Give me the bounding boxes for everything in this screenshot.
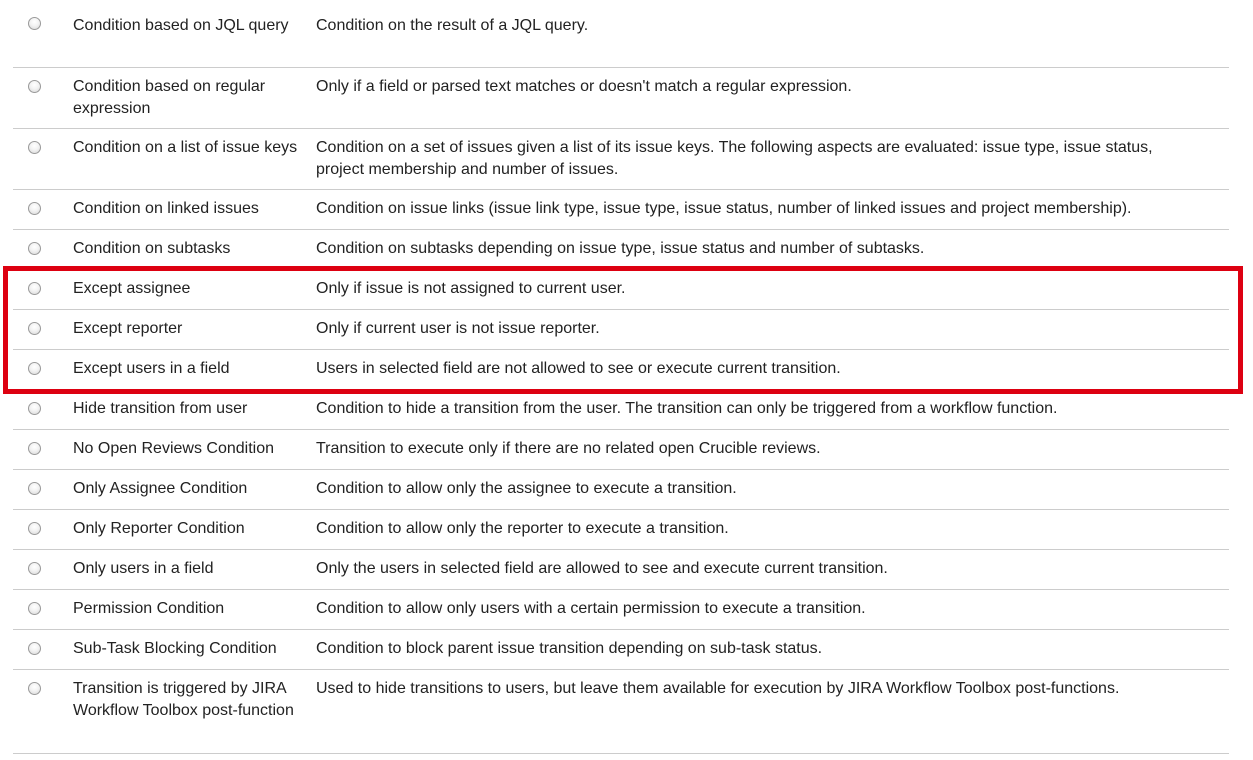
condition-name: Only Reporter Condition — [73, 520, 245, 537]
condition-name: Except users in a field — [73, 360, 230, 377]
condition-radio[interactable] — [28, 80, 41, 93]
table-row[interactable] — [13, 590, 1229, 630]
table-row[interactable] — [13, 630, 1229, 670]
condition-radio[interactable] — [28, 282, 41, 295]
condition-name: Condition on subtasks — [73, 240, 231, 257]
table-row[interactable] — [13, 470, 1229, 510]
condition-description: Transition to execute only if there are no related open Crucible reviews. — [316, 440, 821, 457]
condition-description: Condition to allow only the reporter to execute a transition. — [316, 520, 729, 537]
condition-radio[interactable] — [28, 642, 41, 655]
condition-name: Condition on a list of issue keys — [73, 139, 298, 156]
condition-name: Only users in a field — [73, 560, 214, 577]
condition-radio[interactable] — [28, 602, 41, 615]
condition-description: Used to hide transitions to users, but leave them available for execution by JIRA Workflow Toolbox post-functions. — [316, 680, 1120, 697]
condition-name: Only Assignee Condition — [73, 480, 248, 497]
condition-description: Condition to hide a transition from the user. The transition can only be triggered from a workflow function. — [316, 400, 1058, 417]
condition-radio[interactable] — [28, 442, 41, 455]
condition-name: Permission Condition — [73, 600, 225, 617]
radio-cell — [13, 270, 73, 282]
condition-description: Only if issue is not assigned to current user. — [316, 280, 626, 297]
condition-radio[interactable] — [28, 522, 41, 535]
condition-description: Condition on subtasks depending on issue type, issue status and number of subtasks. — [316, 240, 925, 257]
table-row[interactable] — [13, 190, 1229, 230]
condition-description: Only if current user is not issue reporter. — [316, 320, 600, 337]
condition-radio[interactable] — [28, 322, 41, 335]
table-row[interactable] — [13, 430, 1229, 470]
condition-radio[interactable] — [28, 242, 41, 255]
table-row[interactable] — [13, 270, 1229, 310]
table-row[interactable] — [13, 230, 1229, 270]
condition-type-table — [13, 0, 1229, 754]
condition-name: Except reporter — [73, 320, 183, 337]
condition-name: Transition is triggered by JIRA Workflow Toolbox post-function — [73, 680, 294, 719]
radio-cell — [13, 390, 73, 402]
radio-cell — [13, 550, 73, 562]
radio-cell — [13, 670, 73, 682]
condition-radio[interactable] — [28, 202, 41, 215]
radio-cell — [13, 470, 73, 482]
condition-radio[interactable] — [28, 682, 41, 695]
condition-description: Only if a field or parsed text matches or doesn't match a regular expression. — [316, 78, 852, 95]
condition-radio[interactable] — [28, 402, 41, 415]
table-row[interactable] — [13, 350, 1229, 390]
table-row[interactable] — [13, 670, 1229, 754]
table-row[interactable] — [13, 0, 1229, 68]
radio-cell — [13, 510, 73, 522]
condition-name: No Open Reviews Condition — [73, 440, 274, 457]
table-row[interactable] — [13, 390, 1229, 430]
condition-description: Condition on the result of a JQL query. — [316, 17, 589, 34]
condition-name: Except assignee — [73, 280, 191, 297]
condition-radio[interactable] — [28, 17, 41, 30]
radio-cell — [13, 310, 73, 322]
condition-description: Condition to allow only the assignee to execute a transition. — [316, 480, 737, 497]
condition-description: Condition on a set of issues given a list of its issue keys. The following aspects are evaluated: issue type, issue status, project membership and number of issues. — [316, 139, 1153, 178]
table-row[interactable] — [13, 550, 1229, 590]
radio-cell — [13, 190, 73, 202]
radio-cell — [13, 630, 73, 642]
condition-name: Condition based on JQL query — [73, 17, 289, 34]
condition-radio[interactable] — [28, 482, 41, 495]
condition-name: Sub-Task Blocking Condition — [73, 640, 277, 657]
condition-description: Condition to allow only users with a certain permission to execute a transition. — [316, 600, 866, 617]
radio-cell — [13, 68, 73, 80]
condition-name: Condition on linked issues — [73, 200, 259, 217]
condition-description: Users in selected field are not allowed to see or execute current transition. — [316, 360, 841, 377]
condition-description: Only the users in selected field are allowed to see and execute current transition. — [316, 560, 888, 577]
condition-name: Hide transition from user — [73, 400, 248, 417]
condition-name: Condition based on regular expression — [73, 78, 266, 117]
table-row[interactable] — [13, 68, 1229, 129]
radio-cell — [13, 230, 73, 242]
radio-cell — [13, 350, 73, 362]
table-row[interactable] — [13, 129, 1229, 190]
table-row[interactable] — [13, 510, 1229, 550]
condition-radio[interactable] — [28, 141, 41, 154]
condition-radio[interactable] — [28, 362, 41, 375]
table-row[interactable] — [13, 310, 1229, 350]
condition-description: Condition to block parent issue transition depending on sub-task status. — [316, 640, 823, 657]
radio-cell — [13, 430, 73, 442]
condition-description: Condition on issue links (issue link type, issue type, issue status, number of linked issues and project membership). — [316, 200, 1132, 217]
radio-cell — [13, 590, 73, 602]
radio-cell — [13, 0, 73, 12]
radio-cell — [13, 129, 73, 141]
condition-radio[interactable] — [28, 562, 41, 575]
